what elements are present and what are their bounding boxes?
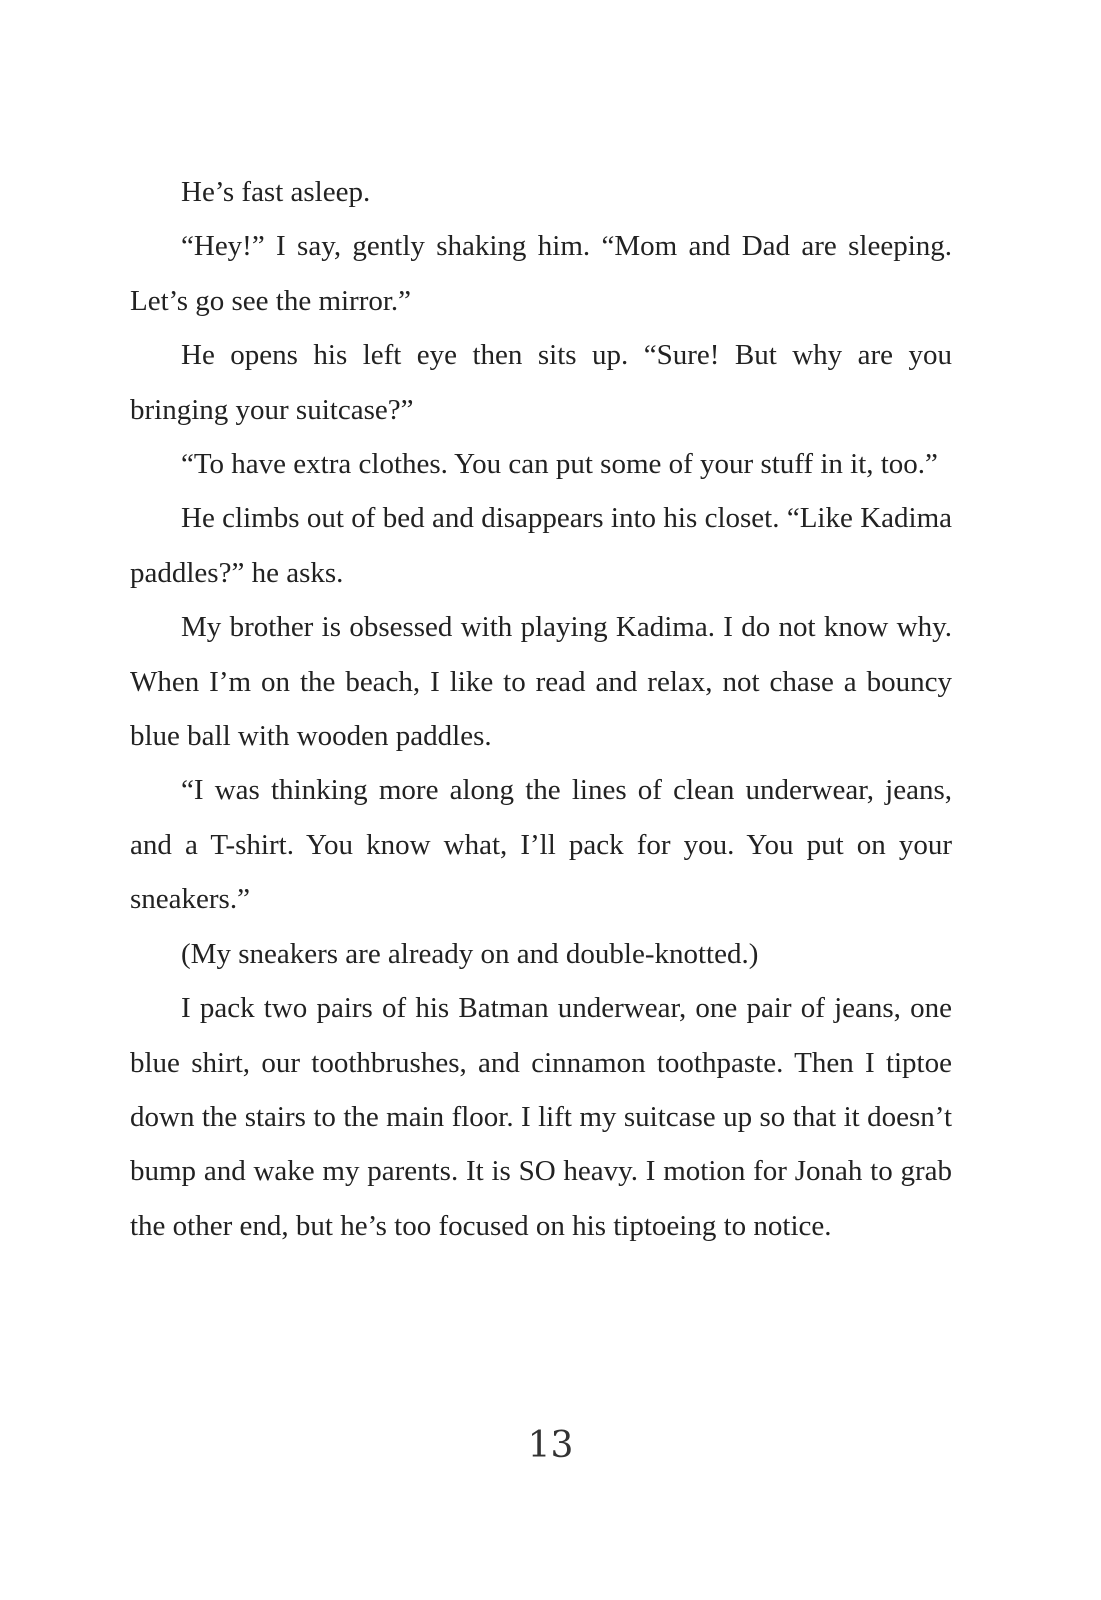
paragraph: He opens his left eye then sits up. “Sure! But why are you bringing your suitcase?” (130, 339, 952, 426)
page-number: 13 (527, 1425, 574, 1466)
paragraph: “I was thinking more along the lines of clean underwear, jeans, and a T-shirt. You know what, I’ll pack for you. You put on your sneakers.” (130, 774, 952, 916)
paragraph: I pack two pairs of his Batman underwear, one pair of jeans, one blue shirt, our toothbrushes, and cinnamon toothpaste. Then I tiptoe down the stairs to the main floor. I lift my suitcase up so that it doesn’t bump and wake my parents. It is SO heavy. I motion for Jonah to grab the other end, but he’s too focused on his tiptoeing to notice. (130, 992, 952, 1242)
paragraph: “Hey!” I say, gently shaking him. “Mom and Dad are sleeping. Let’s go see the mirror.” (130, 230, 952, 317)
paragraph: “To have extra clothes. You can put some of your stuff in it, too.” (181, 448, 938, 481)
paragraph: (My sneakers are already on and double-knotted.) (181, 937, 759, 970)
paragraph: He climbs out of bed and disappears into his closet. “Like Kadima paddles?” he asks. (130, 502, 952, 589)
paragraph: My brother is obsessed with playing Kadima. I do not know why. When I’m on the beach, I like to read and relax, not chase a bouncy blue ball with wooden paddles. (130, 611, 952, 753)
body-text (130, 165, 952, 1253)
paragraph: He’s fast asleep. (181, 176, 371, 208)
